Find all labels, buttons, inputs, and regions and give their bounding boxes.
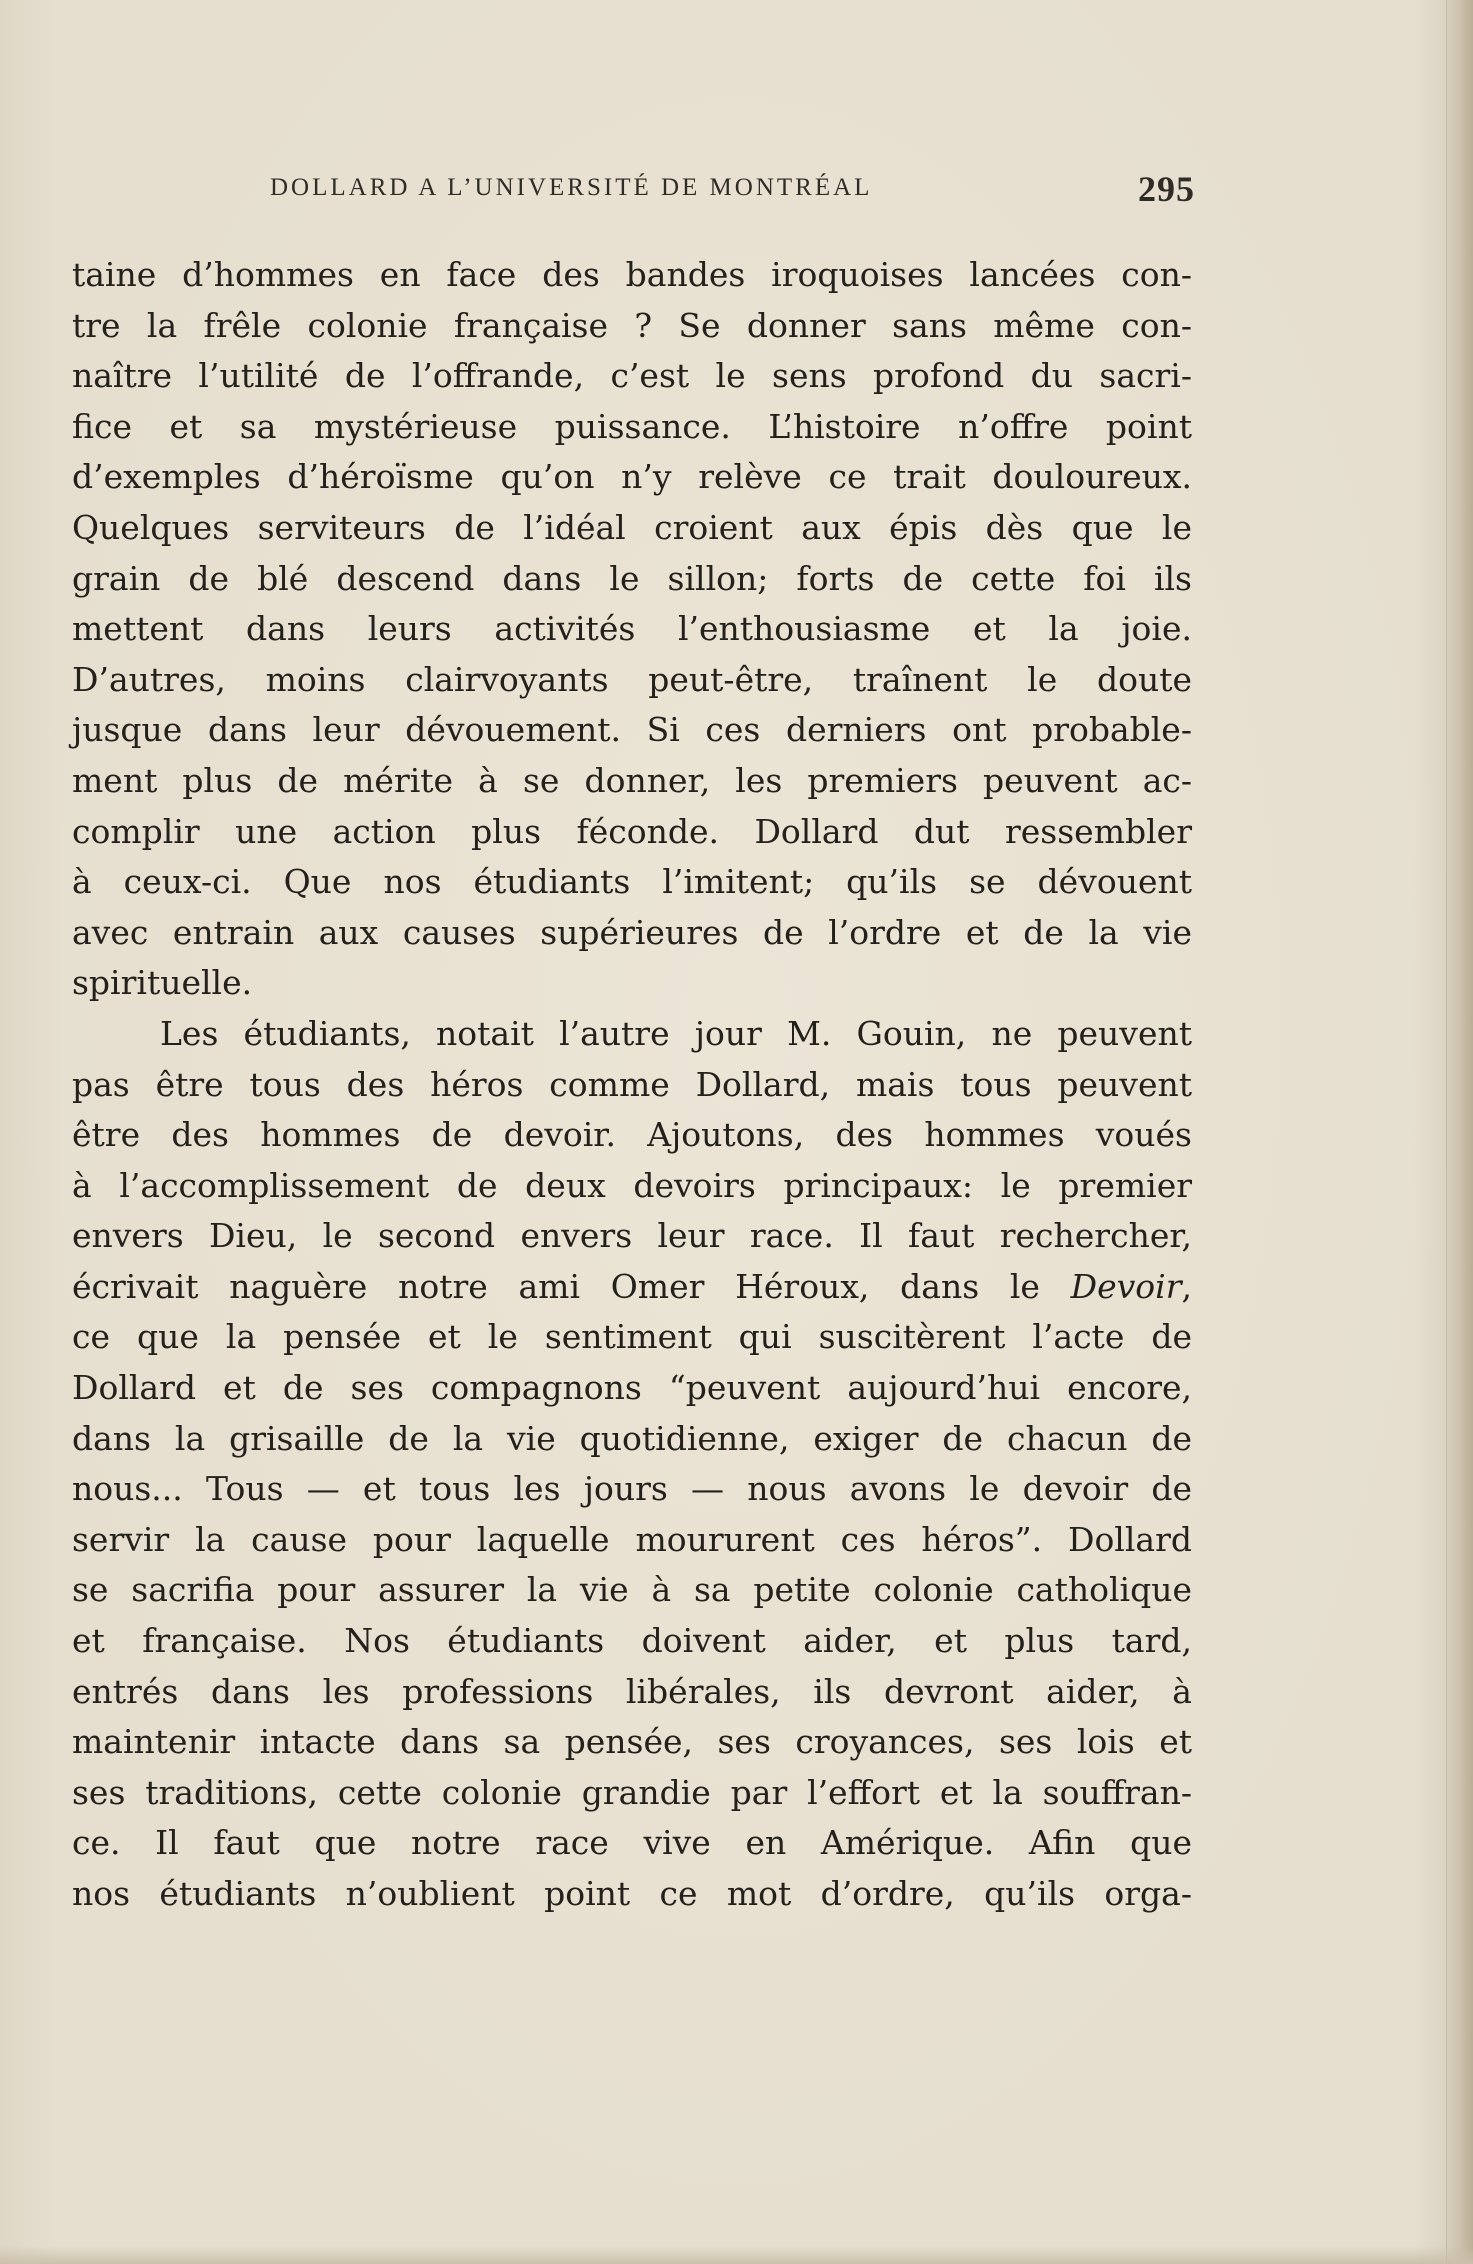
text-line: être des hommes de devoir. Ajoutons, des hommes voués: [72, 1115, 1192, 1155]
text-line: ce que la pensée et le sentiment qui suscitèrent l’acte de: [72, 1317, 1192, 1357]
page-bottom-shadow: [0, 2246, 1473, 2264]
running-title: DOLLARD A L’UNIVERSITÉ DE MONTRÉAL: [270, 174, 873, 201]
text-line: Quelques serviteurs de l’idéal croient aux épis dès que le: [72, 507, 1192, 547]
text-line: [72, 1262, 1192, 1313]
text-line: mettent dans leurs activités l’enthousiasme et la joie.: [72, 609, 1192, 649]
text-line: nous... Tous — et tous les jours — nous avons le devoir de: [72, 1469, 1192, 1509]
italic-title: Devoir: [1070, 1266, 1182, 1306]
paragraph: [72, 1009, 1192, 1920]
text-line: grain de blé descend dans le sillon; forts de cette foi ils: [72, 558, 1192, 598]
paragraph: [72, 250, 1192, 1009]
text-line: à ceux-ci. Que nos étudiants l’imitent; qu’ils se dévouent: [72, 862, 1192, 902]
text-line: fice et sa mystérieuse puissance. L’histoire n’offre point: [72, 406, 1192, 446]
text-line: taine d’hommes en face des bandes iroquoises lancées con-: [72, 255, 1192, 294]
text-line: se sacrifia pour assurer la vie à sa petite colonie catholique: [72, 1570, 1192, 1610]
text-line: dans la grisaille de la vie quotidienne, exiger de chacun de: [72, 1418, 1192, 1458]
page-number: 295: [1138, 169, 1195, 209]
text-line: jusque dans leur dévouement. Si ces derniers ont probable-: [72, 710, 1192, 750]
text-line: avec entrain aux causes supérieures de l’ordre et de la vie: [72, 912, 1192, 952]
text-line: maintenir intacte dans sa pensée, ses croyances, ses lois et: [72, 1722, 1192, 1762]
text-line: ce. Il faut que notre race vive en Amérique. Afin que: [72, 1823, 1192, 1863]
body-text: [72, 250, 1192, 1920]
page-edge-shadow: [1446, 0, 1473, 2264]
text-line: tre la frêle colonie française ? Se donner sans même con-: [72, 305, 1192, 345]
text-line: pas être tous des héros comme Dollard, mais tous peuvent: [72, 1064, 1192, 1104]
running-header: [270, 168, 1195, 208]
text-line: ment plus de mérite à se donner, les premiers peuvent ac-: [72, 760, 1192, 800]
text-line: Les étudiants, notait l’autre jour M. Gouin, ne peuvent: [160, 1013, 1192, 1053]
text-line: ses traditions, cette colonie grandie par l’effort et la souffran-: [72, 1772, 1192, 1812]
text-line: servir la cause pour laquelle moururent ces héros”. Dollard: [72, 1519, 1192, 1559]
text-run: ,: [1181, 1266, 1192, 1306]
text-run: écrivait naguère notre ami Omer Héroux, dans le: [72, 1266, 1071, 1306]
text-line: envers Dieu, le second envers leur race. Il faut rechercher,: [72, 1216, 1192, 1256]
text-line: à l’accomplissement de deux devoirs principaux: le premier: [72, 1165, 1192, 1205]
text-line: et française. Nos étudiants doivent aider, et plus tard,: [72, 1621, 1192, 1661]
text-line: Dollard et de ses compagnons “peuvent aujourd’hui encore,: [72, 1368, 1192, 1408]
text-line: complir une action plus féconde. Dollard dut ressembler: [72, 811, 1192, 851]
text-line: D’autres, moins clairvoyants peut-être, traînent le doute: [72, 659, 1192, 699]
text-line: d’exemples d’héroïsme qu’on n’y relève ce trait douloureux.: [72, 457, 1192, 497]
text-line: nos étudiants n’oublient point ce mot d’ordre, qu’ils orga-: [72, 1874, 1192, 1913]
text-line: spirituelle.: [72, 963, 253, 1003]
text-line: naître l’utilité de l’offrande, c’est le sens profond du sacri-: [72, 356, 1192, 396]
text-line: entrés dans les professions libérales, ils devront aider, à: [72, 1671, 1192, 1711]
